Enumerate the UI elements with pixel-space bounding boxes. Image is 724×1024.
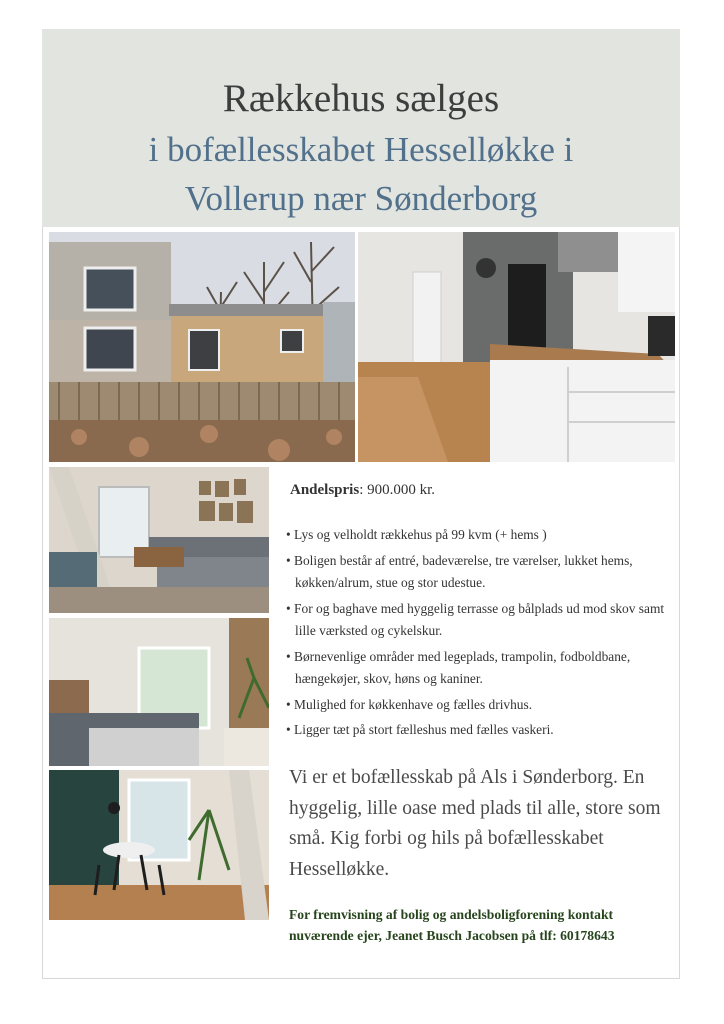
feature-item: • For og baghave med hyggelig terrasse og bålplads ud mod skov samt lille værksted og cykelskur. [286,598,670,643]
contact-info: For fremvisning af bolig og andelsboligforening kontakt nuværende ejer, Jeanet Busch Jacobsen på tlf: 60178643 [289,907,615,943]
feature-item: • Børnevenlige områder med legeplads, trampolin, fodboldbane, hængekøjer, skov, høns og kaniner. [286,646,670,691]
title-line-3: Vollerup nær Sønderborg [184,179,538,218]
flyer-header [42,29,680,227]
price-line [290,482,670,499]
feature-list [286,524,670,745]
feature-item: • Lys og velholdt rækkehus på 99 kvm (+ hems ) [286,524,670,547]
feature-item: • Ligger tæt på stort fælleshus med fælles vaskeri. [286,719,670,742]
price-value: : 900.000 kr. [359,482,436,498]
feature-item: • Boligen består af entré, badeværelse, tre værelser, lukket hems, køkken/alrum, stue og stor udestue. [286,550,670,595]
bedroom-photo [49,618,269,766]
price-label: Andelspris [290,482,360,498]
living-room-photo [49,467,269,613]
dining-corner-photo [49,770,269,920]
title-line-2: i bofællesskabet Hesselløkke i [148,130,574,169]
title-line-1: Rækkehus sælges [222,77,500,120]
feature-item: • Mulighed for køkkenhave og fælles drivhus. [286,694,670,717]
intro-paragraph: Vi er et bofællesskab på Als i Sønderborg. En hyggelig, lille oase med plads til alle, store som små. Kig forbi og hils på bofællesskabet Hesselløkke. [289,767,661,880]
kitchen-photo [358,232,675,462]
house-exterior-photo [49,232,355,462]
